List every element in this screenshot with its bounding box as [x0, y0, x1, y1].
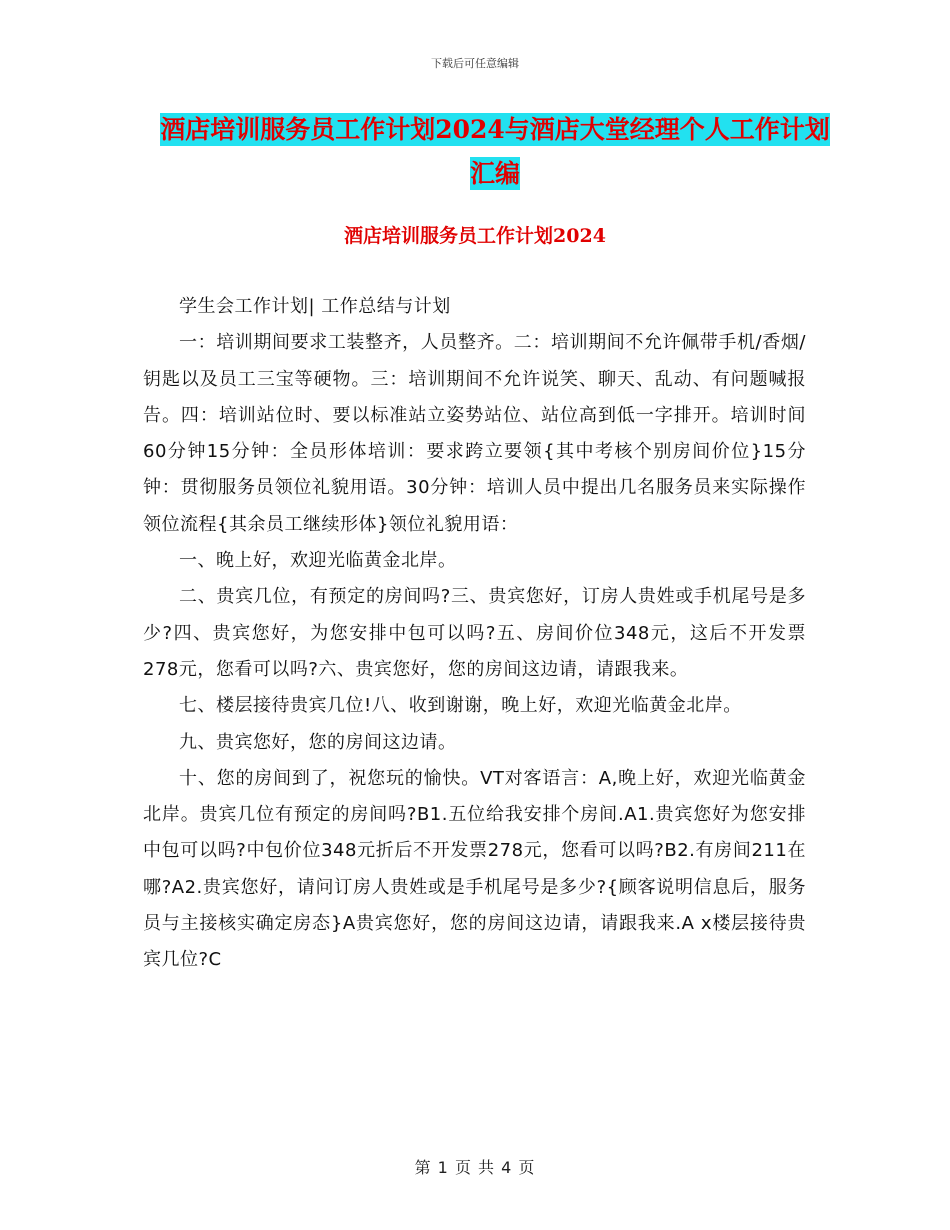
paragraph: 十、您的房间到了，祝您玩的愉快。VT对客语言：A,晚上好，欢迎光临黄金北岸。贵宾几位有预定的房间吗?B1.五位给我安排个房间.A1.贵宾您好为您安排中包可以吗?中包价位348元折后不开发票278元，您看可以吗?B2.有房间211在哪?A2.贵宾您好，请问订房人贵姓或是手机尾号是多少?{顾客说明信息后，服务员与主接核实确定房态}A贵宾您好，您的房间这边请，请跟我来.A x楼层接待贵宾几位?C: [143, 767, 806, 971]
page-header-note: 下载后可任意编辑: [431, 57, 519, 70]
paragraph: 一：培训期间要求工装整齐，人员整齐。二：培训期间不允许佩带手机/香烟/钥匙以及员工三宝等硬物。三：培训期间不允许说笑、聊天、乱动、有问题喊报告。四：培训站位时、要以标准站立姿势站位、站位高到低一字排开。培训时间60分钟15分钟：全员形体培训：要求跨立要领{其中考核个别房间价位}15分钟：贯彻服务员领位礼貌用语。30分钟：培训人员中提出几名服务员来实际操作领位流程{其余员工继续形体}领位礼貌用语：: [143, 332, 806, 535]
paragraph: 二、贵宾几位，有预定的房间吗?三、贵宾您好，订房人贵姓或手机尾号是多少?四、贵宾您好，为您安排中包可以吗?五、房间价位348元，这后不开发票278元，您看可以吗?六、贵宾您好，您的房间这边请，请跟我来。: [143, 586, 806, 680]
document-title-text: 酒店培训服务员工作计划2024与酒店大堂经理个人工作计划汇编: [160, 115, 830, 188]
section-title: 酒店培训服务员工作计划2024: [344, 225, 606, 247]
paragraph: 九、贵宾您好，您的房间这边请。: [179, 731, 457, 753]
paragraph: 七、楼层接待贵宾几位!八、收到谢谢，晚上好，欢迎光临黄金北岸。: [179, 695, 742, 717]
document-title: [150, 108, 840, 196]
document-body: [143, 289, 806, 979]
paragraph: 学生会工作计划| 工作总结与计划: [179, 296, 451, 317]
paragraph: 一、晚上好，欢迎光临黄金北岸。: [179, 550, 457, 572]
page-number-footer: 第 1 页 共 4 页: [414, 1158, 536, 1177]
